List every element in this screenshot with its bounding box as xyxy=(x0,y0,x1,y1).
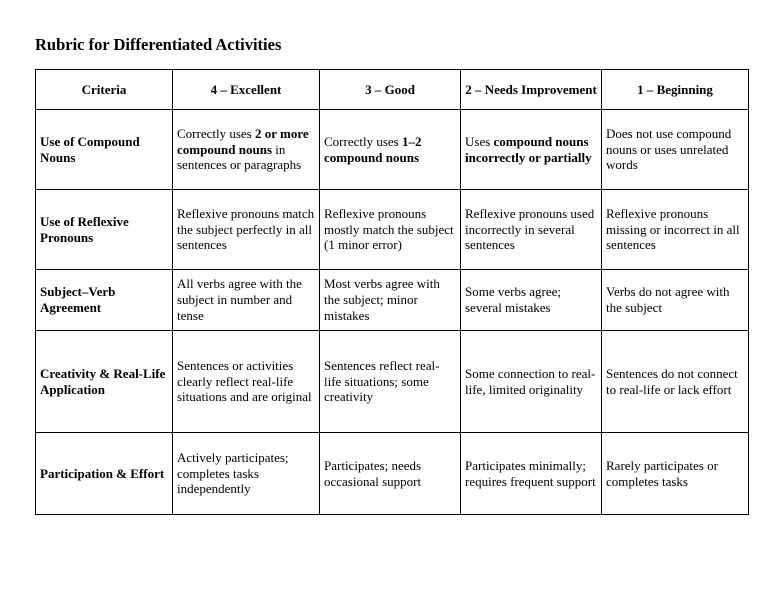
good-cell xyxy=(320,110,461,190)
excellent-cell xyxy=(173,110,320,190)
header-good: 3 – Good xyxy=(320,70,461,110)
excellent-cell: Actively participates; completes tasks independently xyxy=(173,433,320,515)
needs-improvement-cell xyxy=(461,110,602,190)
header-excellent: 4 – Excellent xyxy=(173,70,320,110)
beginning-cell: Does not use compound nouns or uses unrelated words xyxy=(602,110,749,190)
needs-improvement-cell: Reflexive pronouns used incorrectly in several sentences xyxy=(461,190,602,270)
table-row xyxy=(36,331,749,433)
table-row xyxy=(36,433,749,515)
cell-bold-text: compound nouns incorrectly or partially xyxy=(465,133,592,165)
good-cell: Reflexive pronouns mostly match the subject (1 minor error) xyxy=(320,190,461,270)
good-cell: Most verbs agree with the subject; minor mistakes xyxy=(320,270,461,331)
needs-improvement-cell: Some connection to real-life, limited originality xyxy=(461,331,602,433)
document-title: Rubric for Differentiated Activities xyxy=(35,35,282,54)
criteria-cell: Use of Compound Nouns xyxy=(36,110,173,190)
cell-text: in sentences or paragraphs xyxy=(177,141,302,173)
criteria-cell: Use of Reflexive Pronouns xyxy=(36,190,173,270)
criteria-cell: Subject–Verb Agreement xyxy=(36,270,173,331)
table-row xyxy=(36,270,749,331)
criteria-cell: Creativity & Real-Life Application xyxy=(36,331,173,433)
cell-text: Correctly uses xyxy=(177,125,255,141)
beginning-cell: Reflexive pronouns missing or incorrect in all sentences xyxy=(602,190,749,270)
beginning-cell: Rarely participates or completes tasks xyxy=(602,433,749,515)
cell-text: Correctly uses xyxy=(324,133,402,149)
cell-bold-text: 2 or more compound nouns xyxy=(177,125,309,157)
good-cell: Sentences reflect real-life situations; some creativity xyxy=(320,331,461,433)
header-beginning: 1 – Beginning xyxy=(602,70,749,110)
excellent-cell: All verbs agree with the subject in number and tense xyxy=(173,270,320,331)
needs-improvement-cell: Participates minimally; requires frequent support xyxy=(461,433,602,515)
excellent-cell: Sentences or activities clearly reflect real-life situations and are original xyxy=(173,331,320,433)
table-row xyxy=(36,110,749,190)
header-needs-improvement: 2 – Needs Improvement xyxy=(461,70,602,110)
beginning-cell: Verbs do not agree with the subject xyxy=(602,270,749,331)
good-cell: Participates; needs occasional support xyxy=(320,433,461,515)
rubric-table xyxy=(35,69,749,515)
header-criteria: Criteria xyxy=(36,70,173,110)
table-row xyxy=(36,190,749,270)
criteria-cell: Participation & Effort xyxy=(36,433,173,515)
excellent-cell: Reflexive pronouns match the subject perfectly in all sentences xyxy=(173,190,320,270)
needs-improvement-cell: Some verbs agree; several mistakes xyxy=(461,270,602,331)
header-row xyxy=(36,70,749,110)
cell-text: Uses xyxy=(465,133,494,149)
cell-bold-text: 1–2 compound nouns xyxy=(324,133,422,165)
beginning-cell: Sentences do not connect to real-life or lack effort xyxy=(602,331,749,433)
